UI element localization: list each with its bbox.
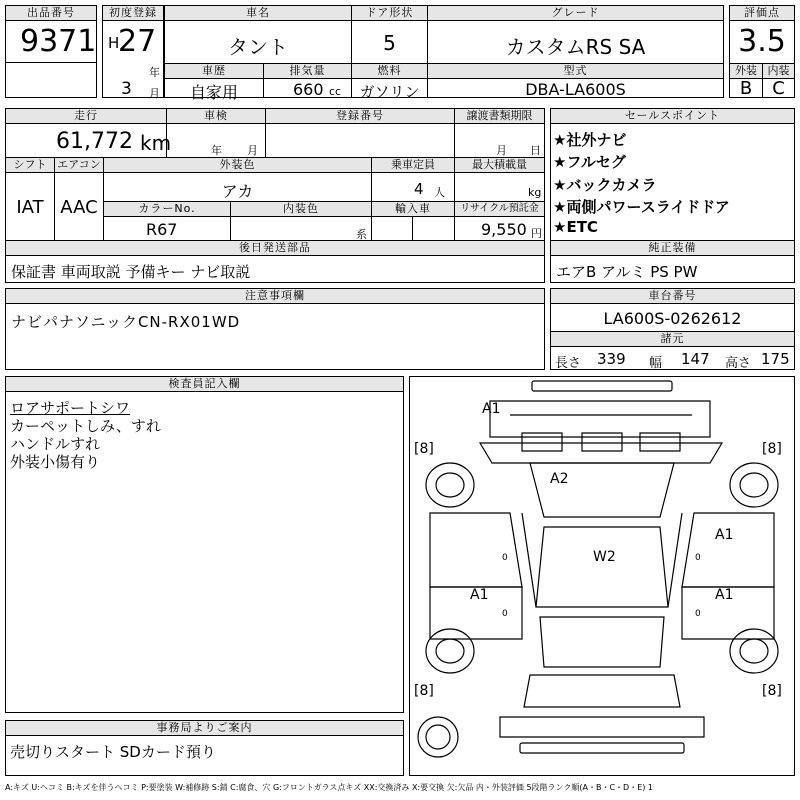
tire-depth-rl: [8] <box>414 683 434 699</box>
damage-mark-5: A1 <box>470 587 489 603</box>
transfer-day-unit: 日 <box>530 144 541 157</box>
max-load-unit: kg <box>528 186 542 199</box>
notes-box <box>5 288 545 370</box>
sales-point-1: ★社外ナビ <box>553 131 627 149</box>
score-label: 評価点 <box>730 6 794 21</box>
exterior-grade-value: B <box>739 78 753 99</box>
color-no-value: R67 <box>146 220 178 239</box>
chassis-value: LA600S-0262612 <box>603 309 742 328</box>
damage-mark-4: A1 <box>715 527 734 543</box>
capacity-label: 乗車定員 <box>372 158 454 173</box>
recycle-value: 9,550 <box>481 220 527 239</box>
first-reg-box <box>102 5 164 98</box>
chassis-box <box>550 288 795 370</box>
equipment-value: エアB アルミ PS PW <box>556 263 698 281</box>
chassis-label: 車台番号 <box>551 289 794 304</box>
lot-number: 9371 <box>20 24 97 59</box>
door-mark-1: 0 <box>502 553 508 563</box>
width-value: 147 <box>681 350 710 368</box>
legend-text: A:キズ U:ヘコミ B:キズを伴うヘコミ P:要塗装 W:補修跡 S:錆 C:腐食、穴 G:フロントガラス点キズ XX:交換済み X:要交換 欠:欠品 内・外装評価 5段階ランク順(A・B・C・D・E) 1 <box>5 783 654 792</box>
tire-depth-fl: [8] <box>414 441 434 457</box>
inspector-line-4: 外装小傷有り <box>10 453 101 471</box>
displacement-value: 660 <box>293 80 324 99</box>
lot-box <box>5 5 97 98</box>
capacity-unit: 人 <box>434 186 445 199</box>
doors-value: 5 <box>383 31 396 55</box>
tire-depth-fr: [8] <box>762 441 782 457</box>
aircon-value: AAC <box>60 197 98 218</box>
history-value: 自家用 <box>189 83 238 102</box>
transfer-month-unit: 月 <box>496 144 507 157</box>
inspection-year-unit: 年 <box>211 144 222 157</box>
doors-label: ドア形状 <box>352 6 427 21</box>
office-value: 売切りスタート SDカード預り <box>10 743 216 761</box>
aircon-label: エアコン <box>55 158 103 173</box>
sales-point-5: ★ETC <box>553 218 598 236</box>
score-value: 3.5 <box>738 24 786 59</box>
inspector-line-1: ロアサポートシワ <box>10 399 131 417</box>
inspection-label: 車検 <box>167 109 265 124</box>
model-value: DBA-LA600S <box>525 80 626 99</box>
car-diagram <box>410 377 794 775</box>
sales-point-4: ★両側パワースライドドア <box>553 198 730 216</box>
grade-value: カスタムRS SA <box>505 35 646 59</box>
door-mark-2: 0 <box>502 609 508 619</box>
interior-color-label: 内装色 <box>231 202 371 217</box>
sales-point-2: ★フルセグ <box>553 153 626 171</box>
main-info-box <box>164 5 724 102</box>
notes-label: 注意事項欄 <box>6 289 544 304</box>
reg-no-label: 登録番号 <box>266 109 454 124</box>
grade-label: グレード <box>428 6 723 21</box>
recycle-label: リサイクル預託金 <box>455 202 544 217</box>
inspector-label: 検査員記入欄 <box>6 377 403 392</box>
shift-value: IAT <box>16 197 44 218</box>
office-box <box>5 720 404 776</box>
lot-label: 出品番号 <box>6 6 96 21</box>
first-reg-year-unit: 年 <box>149 66 160 79</box>
history-label: 車歴 <box>165 64 263 79</box>
damage-mark-2: A2 <box>550 471 569 487</box>
shift-label: シフト <box>6 158 54 173</box>
car-name-label: 車名 <box>165 6 351 21</box>
later-parts-value: 保証書 車両取説 予備キー ナビ取説 <box>11 263 251 281</box>
car-name-value: タント <box>228 35 288 59</box>
damage-mark-6: A1 <box>715 587 734 603</box>
exterior-grade-label: 外装 <box>730 64 762 79</box>
interior-color-unit: 系 <box>356 228 367 241</box>
vehicle-detail-box <box>5 108 545 283</box>
first-reg-year: 27 <box>118 24 157 59</box>
equipment-label: 純正装備 <box>551 241 794 256</box>
first-reg-label: 初度登録 <box>103 6 163 21</box>
fuel-label: 燃料 <box>352 64 427 79</box>
sales-points-box <box>550 108 795 283</box>
height-value: 175 <box>761 350 790 368</box>
import-label: 輸入車 <box>372 202 454 217</box>
notes-value: ナビパナソニックCN-RX01WD <box>11 313 241 331</box>
max-load-label: 最大積載量 <box>455 158 544 173</box>
damage-mark-1: A1 <box>482 401 501 417</box>
inspector-line-2: カーペットしみ、すれ <box>10 417 161 435</box>
displacement-unit: cc <box>329 85 342 98</box>
interior-grade-label: 内装 <box>763 64 794 79</box>
first-reg-month: 3 <box>121 79 132 99</box>
height-label: 高さ <box>725 356 752 371</box>
office-label: 事務局よりご案内 <box>6 721 403 736</box>
sales-point-3: ★バックカメラ <box>553 176 657 194</box>
mileage-value: 61,772 <box>56 129 133 154</box>
displacement-label: 排気量 <box>264 64 351 79</box>
capacity-value: 4 <box>414 180 424 198</box>
inspector-box <box>5 376 404 713</box>
length-label: 長さ <box>555 356 582 371</box>
mileage-label: 走行 <box>6 109 166 124</box>
inspection-month-unit: 月 <box>247 144 258 157</box>
color-label: 外装色 <box>104 158 371 173</box>
model-label: 型式 <box>428 64 723 79</box>
later-parts-label: 後日発送部品 <box>6 241 544 256</box>
tire-depth-rr: [8] <box>762 683 782 699</box>
mileage-unit: km <box>140 131 172 155</box>
interior-grade-value: C <box>772 78 785 99</box>
color-value: アカ <box>221 182 254 201</box>
first-reg-month-unit: 月 <box>149 87 160 100</box>
inspector-line-3: ハンドルすれ <box>10 435 101 453</box>
dims-label: 諸元 <box>551 332 794 347</box>
first-reg-era: H <box>108 34 120 52</box>
transfer-due-label: 譲渡書類期限 <box>455 109 544 124</box>
score-box <box>729 5 795 98</box>
damage-mark-3: W2 <box>593 549 616 565</box>
length-value: 339 <box>597 350 626 368</box>
fuel-value: ガソリン <box>359 83 420 101</box>
door-mark-3: 0 <box>695 553 701 563</box>
color-no-label: カラーNo. <box>104 202 230 217</box>
sales-points-label: セールスポイント <box>551 109 794 124</box>
width-label: 幅 <box>649 356 663 371</box>
car-diagram-box <box>409 376 795 776</box>
recycle-unit: 円 <box>531 227 542 240</box>
door-mark-4: 0 <box>695 609 701 619</box>
